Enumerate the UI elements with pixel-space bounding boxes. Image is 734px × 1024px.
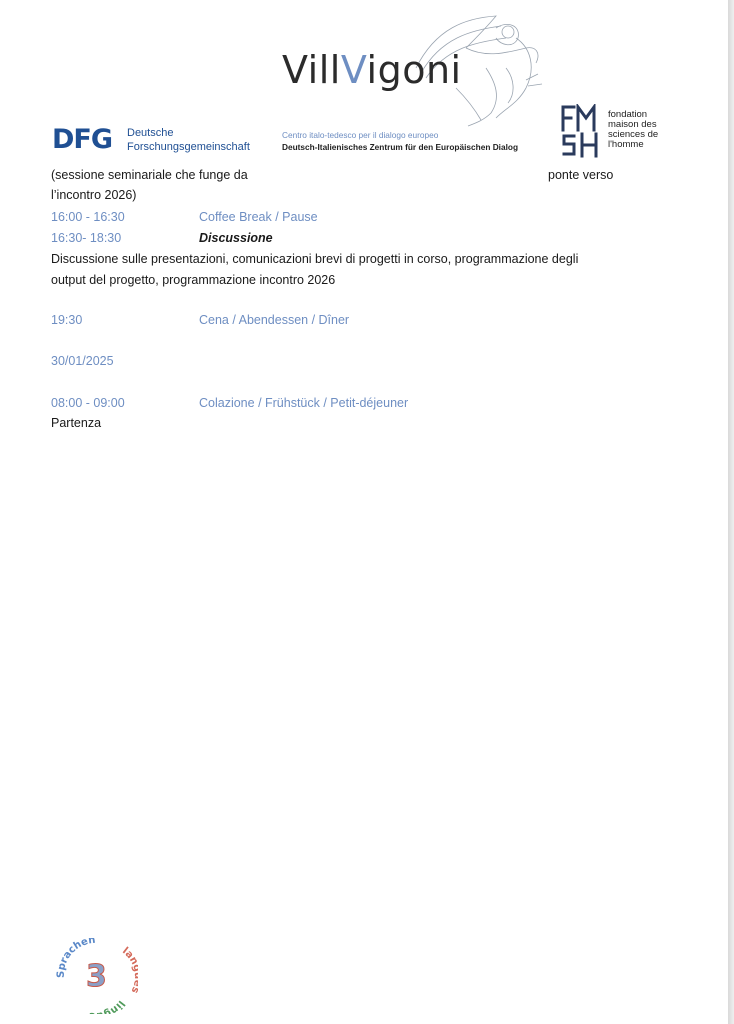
schedule-time: 16:00 - 16:30	[51, 210, 125, 224]
intro-text-line2: l’incontro 2026)	[51, 188, 137, 202]
three-languages-icon	[52, 938, 138, 1014]
page-edge-shadow	[728, 0, 734, 1024]
three-number: 3	[86, 959, 107, 994]
villa-vigoni-subtitle-de: Deutsch-Italienisches Zentrum für den Europäischen Dialog	[282, 142, 519, 152]
villa-vigoni-logo	[276, 8, 546, 156]
dfg-name-line2: Forschungsgemeinschaft	[127, 141, 250, 153]
departure-text: Partenza	[51, 416, 102, 430]
three-languages-logo	[52, 938, 138, 1014]
schedule-date: 30/01/2025	[51, 354, 114, 368]
villa-vigoni-subtitle-it: Centro italo-tedesco per il dialogo europeo	[282, 130, 439, 140]
discussion-description-line1: Discussione sulle presentazioni, comunicazioni brevi di progetti in corso, programmazione degli	[51, 252, 579, 266]
dfg-logo	[52, 124, 262, 158]
word-lingue: ling	[102, 998, 127, 1014]
dfg-mark: DFG	[52, 124, 113, 155]
intro-text-part1: (sessione seminariale che funge da	[51, 168, 248, 182]
schedule-time: 19:30	[51, 313, 83, 327]
schedule-label: Cena / Abendessen / Dîner	[199, 313, 350, 327]
schedule-label-discussion: Discussione	[199, 231, 273, 245]
word-langues: la	[120, 945, 136, 961]
intro-text-part2: ponte verso	[548, 168, 614, 182]
dfg-name-line1: Deutsche	[127, 127, 174, 139]
schedule-time: 16:30- 18:30	[51, 231, 122, 245]
word-sprachen: Sprachen	[55, 938, 97, 979]
svg-text:langues	[120, 946, 138, 995]
fmsh-logo	[560, 104, 670, 160]
villa-vigoni-wordmark: VillVigoni	[282, 48, 462, 92]
svg-text:lingue	[88, 998, 126, 1014]
schedule-time: 08:00 - 09:00	[51, 396, 125, 410]
fmsh-name: fondation maison des sciences de l'homme	[608, 109, 659, 150]
fmsh-monogram-icon	[560, 104, 606, 158]
schedule-label: Coffee Break / Pause	[199, 210, 318, 224]
schedule-label: Colazione / Frühstück / Petit-déjeuner	[199, 396, 409, 410]
discussion-description-line2: output del progetto, programmazione incontro 2026	[51, 273, 336, 287]
